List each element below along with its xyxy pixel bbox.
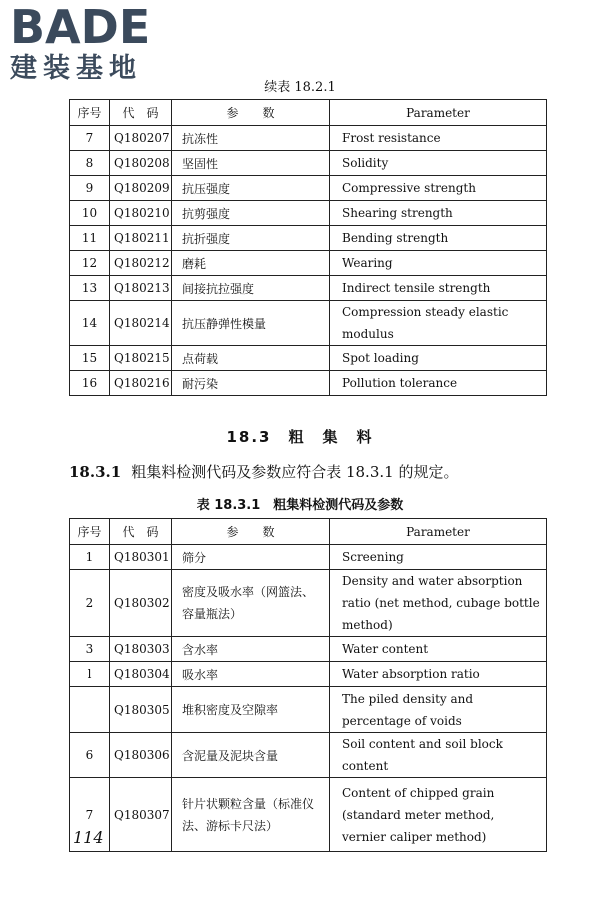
cell-code: Q180216 — [110, 371, 172, 396]
logo-wordmark: BADE — [10, 0, 151, 54]
cell-no: 3 — [70, 637, 110, 662]
header-param-en: Parameter — [330, 100, 547, 126]
cell-param-cn: 含水率 — [172, 637, 330, 662]
table-row — [70, 778, 547, 852]
cell-no: 7 — [70, 126, 110, 151]
cell-code: Q180207 — [110, 126, 172, 151]
cell-code: Q180214 — [110, 301, 172, 346]
table1 — [69, 99, 547, 396]
cell-no: 12 — [70, 251, 110, 276]
table-row — [70, 301, 547, 346]
cell-no: 9 — [70, 176, 110, 201]
cell-code: Q180213 — [110, 276, 172, 301]
table-row — [70, 637, 547, 662]
header-code: 代 码 — [110, 100, 172, 126]
table-row — [70, 126, 547, 151]
cell-param-en: Indirect tensile strength — [330, 276, 547, 301]
header-param-cn: 参 数 — [172, 519, 330, 545]
logo — [10, 0, 180, 84]
section-title: 18.3 粗 集 料 — [226, 428, 374, 446]
clause-number: 18.3.1 — [69, 463, 122, 481]
cell-param-en: Compression steady elastic modulus — [330, 301, 547, 346]
cell-no: 7 — [70, 778, 110, 852]
table2-caption: 表 18.3.1 粗集料检测代码及参数 — [196, 498, 404, 513]
cell-no: 1 — [70, 545, 110, 570]
cell-param-en: Soil content and soil block content — [330, 733, 547, 778]
cell-no — [70, 687, 110, 733]
cell-param-en: Water content — [330, 637, 547, 662]
cell-no: 11 — [70, 226, 110, 251]
cell-param-cn: 坚固性 — [172, 151, 330, 176]
cell-param-cn: 抗压静弹性模量 — [172, 301, 330, 346]
table2-header-row — [70, 519, 547, 545]
table-row — [70, 151, 547, 176]
table1-header-row — [70, 100, 547, 126]
cell-code: Q180208 — [110, 151, 172, 176]
cell-param-en: The piled density and percentage of voids — [330, 687, 547, 733]
cell-param-en: Shearing strength — [330, 201, 547, 226]
cell-param-cn: 磨耗 — [172, 251, 330, 276]
page-number: 114 — [73, 828, 104, 847]
cell-param-en: Compressive strength — [330, 176, 547, 201]
cell-no: 16 — [70, 371, 110, 396]
table-row — [70, 176, 547, 201]
cell-param-cn: 耐污染 — [172, 371, 330, 396]
header-param-en: Parameter — [330, 519, 547, 545]
table-row — [70, 226, 547, 251]
cell-param-en: Water absorption ratio — [330, 662, 547, 687]
cell-param-cn: 抗折强度 — [172, 226, 330, 251]
header-no: 序号 — [70, 519, 110, 545]
cell-param-en: Solidity — [330, 151, 547, 176]
cell-param-en: Pollution tolerance — [330, 371, 547, 396]
cell-param-en: Content of chipped grain (standard meter method, vernier caliper method) — [330, 778, 547, 852]
cell-code: Q180306 — [110, 733, 172, 778]
clause-text: 粗集料检测代码及参数应符合表 18.3.1 的规定。 — [131, 463, 459, 481]
clause-18-3-1 — [69, 461, 549, 482]
table-row — [70, 570, 547, 637]
table-row — [70, 687, 547, 733]
table-row — [70, 545, 547, 570]
table-row — [70, 346, 547, 371]
cell-param-cn: 抗冻性 — [172, 126, 330, 151]
cell-param-cn: 针片状颗粒含量（标准仪法、游标卡尺法） — [172, 778, 330, 852]
cell-code: Q180209 — [110, 176, 172, 201]
cell-code: Q180212 — [110, 251, 172, 276]
table2 — [69, 518, 547, 852]
cell-no: 10 — [70, 201, 110, 226]
cell-param-cn: 间接抗拉强度 — [172, 276, 330, 301]
cell-param-en: Bending strength — [330, 226, 547, 251]
cell-code: Q180301 — [110, 545, 172, 570]
cell-code: Q180302 — [110, 570, 172, 637]
cell-no: 2 — [70, 570, 110, 637]
header-no: 序号 — [70, 100, 110, 126]
cell-no: 8 — [70, 151, 110, 176]
cell-no: 14 — [70, 301, 110, 346]
table-row — [70, 251, 547, 276]
cell-param-en: Screening — [330, 545, 547, 570]
cell-param-en: Spot loading — [330, 346, 547, 371]
cell-param-cn: 抗压强度 — [172, 176, 330, 201]
cell-param-cn: 点荷载 — [172, 346, 330, 371]
table-row — [70, 733, 547, 778]
cell-no: 15 — [70, 346, 110, 371]
table-row — [70, 276, 547, 301]
cell-param-cn: 抗剪强度 — [172, 201, 330, 226]
cell-code: Q180303 — [110, 637, 172, 662]
cell-param-en: Density and water absorption ratio (net method, cubage bottle method) — [330, 570, 547, 637]
cell-code: Q180215 — [110, 346, 172, 371]
header-param-cn: 参 数 — [172, 100, 330, 126]
cell-param-cn: 筛分 — [172, 545, 330, 570]
cell-param-en: Wearing — [330, 251, 547, 276]
cell-param-cn: 堆积密度及空隙率 — [172, 687, 330, 733]
cell-no: l — [70, 662, 110, 687]
cell-code: Q180210 — [110, 201, 172, 226]
logo-chinese-name: 建装基地 — [10, 53, 142, 84]
table-row — [70, 662, 547, 687]
cell-code: Q180307 — [110, 778, 172, 852]
cell-param-cn: 含泥量及泥块含量 — [172, 733, 330, 778]
cell-param-cn: 吸水率 — [172, 662, 330, 687]
cell-no: 6 — [70, 733, 110, 778]
cell-param-cn: 密度及吸水率（网篮法、容量瓶法） — [172, 570, 330, 637]
table1-caption: 续表 18.2.1 — [264, 80, 336, 95]
cell-no: 13 — [70, 276, 110, 301]
cell-code: Q180305 — [110, 687, 172, 733]
table-row — [70, 201, 547, 226]
header-code: 代 码 — [110, 519, 172, 545]
table-row — [70, 371, 547, 396]
cell-code: Q180304 — [110, 662, 172, 687]
cell-param-en: Frost resistance — [330, 126, 547, 151]
cell-code: Q180211 — [110, 226, 172, 251]
